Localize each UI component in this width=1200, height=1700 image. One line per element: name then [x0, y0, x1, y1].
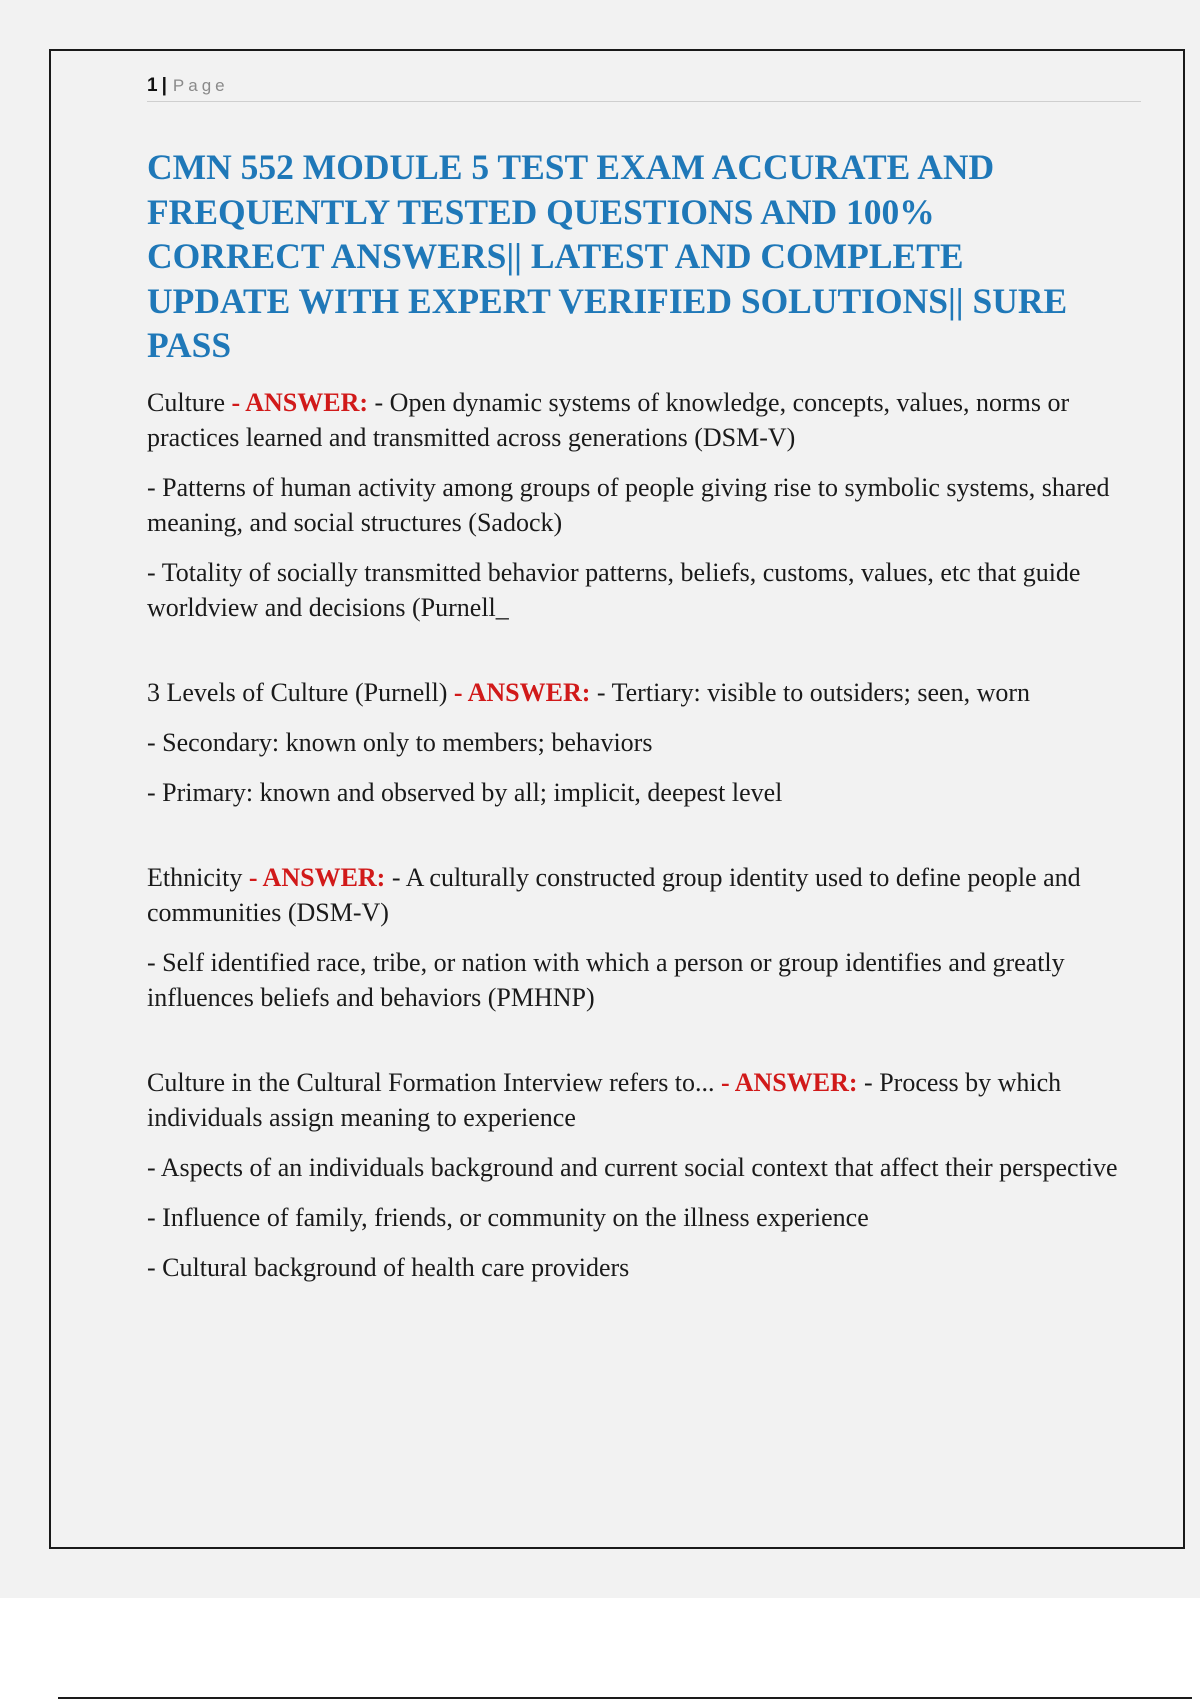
- qa-question-line: [147, 385, 1137, 455]
- qa-answer-text: - A culturally constructed group identity used to define people and communities (DSM-V): [147, 863, 1081, 927]
- qa-question-line: [147, 675, 1137, 710]
- qa-entry: [147, 385, 1137, 625]
- qa-question-line: [147, 860, 1137, 930]
- document-page: [49, 49, 1185, 1549]
- qa-answer-line: - Aspects of an individuals background and current social context that affect their perspective: [147, 1153, 1118, 1182]
- page-label: Page: [172, 76, 229, 95]
- qa-answer-line: - Secondary: known only to members; behaviors: [147, 728, 653, 757]
- qa-entry: [147, 675, 1137, 810]
- qa-answer-line: - Self identified race, tribe, or nation with which a person or group identifies and greatly influences beliefs and behaviors (PMHNP): [147, 948, 1065, 1012]
- qa-answer-line: - Primary: known and observed by all; implicit, deepest level: [147, 778, 783, 807]
- answer-tag: - ANSWER:: [721, 1068, 858, 1097]
- qa-answer-line: - Influence of family, friends, or community on the illness experience: [147, 1203, 869, 1232]
- qa-answer-line: - Cultural background of health care providers: [147, 1253, 630, 1282]
- qa-term: Culture in the Cultural Formation Interview refers to...: [147, 1068, 715, 1097]
- page-header: [147, 73, 1141, 102]
- next-page-top-rule: [58, 1697, 1192, 1699]
- qa-entry: [147, 860, 1137, 1015]
- question-answer-list: [147, 385, 1137, 1300]
- page-number: 1: [147, 75, 158, 96]
- qa-answer-text: - Process by which individuals assign meaning to experience: [147, 1068, 1062, 1132]
- answer-tag: - ANSWER:: [453, 678, 591, 707]
- qa-term: Ethnicity: [147, 863, 243, 892]
- qa-answer-line: - Patterns of human activity among groups of people giving rise to symbolic systems, shared meaning, and social structures (Sadock): [147, 473, 1110, 537]
- qa-term: Culture: [147, 388, 225, 417]
- document-title: CMN 552 MODULE 5 TEST EXAM ACCURATE AND FREQUENTLY TESTED QUESTIONS AND 100% CORRECT ANSWERS|| LATEST AND COMPLETE UPDATE WITH EXPERT VERIFIED SOLUTIONS|| SURE PASS: [147, 147, 1068, 365]
- answer-tag: - ANSWER:: [231, 388, 369, 417]
- page-number-separator: |: [161, 75, 167, 96]
- qa-term: 3 Levels of Culture (Purnell): [147, 678, 448, 707]
- qa-entry: [147, 1065, 1137, 1285]
- qa-question-line: [147, 1065, 1137, 1135]
- qa-answer-line: - Totality of socially transmitted behavior patterns, beliefs, customs, values, etc that guide worldview and decisions (Purnell_: [147, 558, 1081, 622]
- qa-answer-text: - Open dynamic systems of knowledge, concepts, values, norms or practices learned and transmitted across generations (DSM-V): [147, 388, 1070, 452]
- answer-tag: - ANSWER:: [248, 863, 386, 892]
- qa-answer-text: - Tertiary: visible to outsiders; seen, worn: [596, 678, 1031, 707]
